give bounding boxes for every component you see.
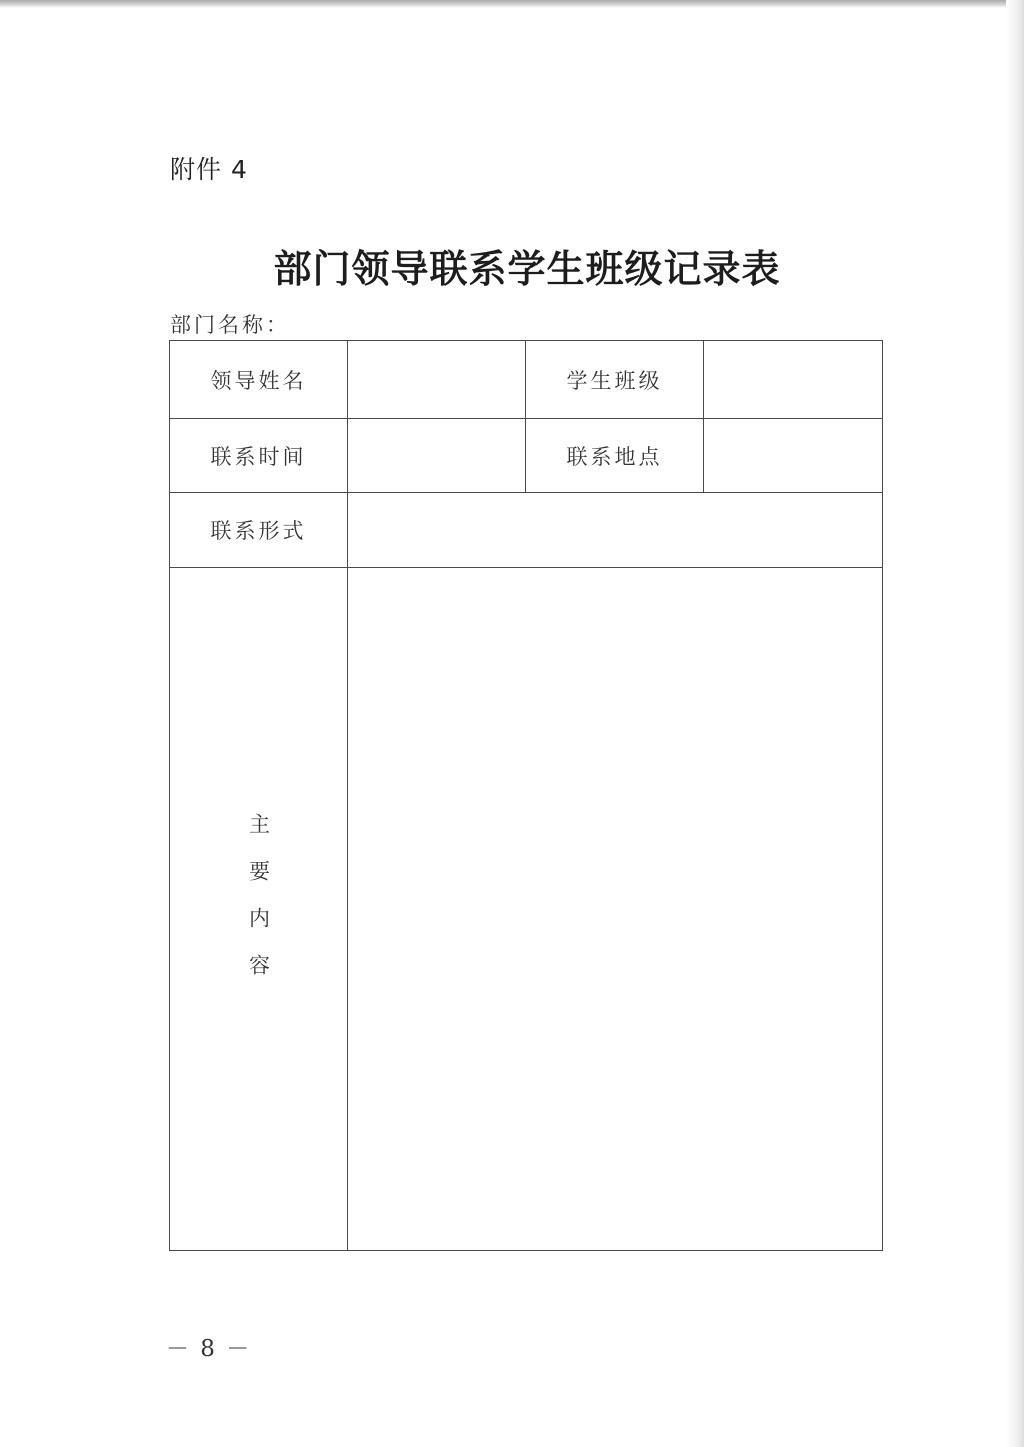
student-class-cell (704, 341, 883, 419)
main-content-label: 主要内容 (246, 812, 271, 1001)
page-number: － 8 － (166, 1336, 252, 1362)
main-content-label-cell (170, 568, 348, 1251)
contact-form-label: 联系形式 (170, 493, 348, 568)
main-content-cell (348, 568, 883, 1251)
scan-right-edge (1006, 0, 1024, 1447)
table-row (170, 341, 883, 419)
table-row (170, 493, 883, 568)
document-title: 部门领导联系学生班级记录表 (273, 246, 781, 291)
department-name-row (170, 309, 290, 339)
department-name-label: 部门名称： (170, 313, 290, 337)
contact-time-label: 联系时间 (170, 419, 348, 493)
attachment-label: 附件 4 (170, 155, 248, 184)
record-table (169, 340, 883, 1251)
leader-name-label: 领导姓名 (170, 341, 348, 419)
contact-place-label: 联系地点 (526, 419, 704, 493)
leader-name-cell (348, 341, 526, 419)
contact-form-cell (348, 493, 883, 568)
table-row (170, 419, 883, 493)
student-class-label: 学生班级 (526, 341, 704, 419)
contact-place-cell (704, 419, 883, 493)
table-row (170, 568, 883, 1251)
scan-top-edge (0, 0, 1024, 8)
contact-time-cell (348, 419, 526, 493)
